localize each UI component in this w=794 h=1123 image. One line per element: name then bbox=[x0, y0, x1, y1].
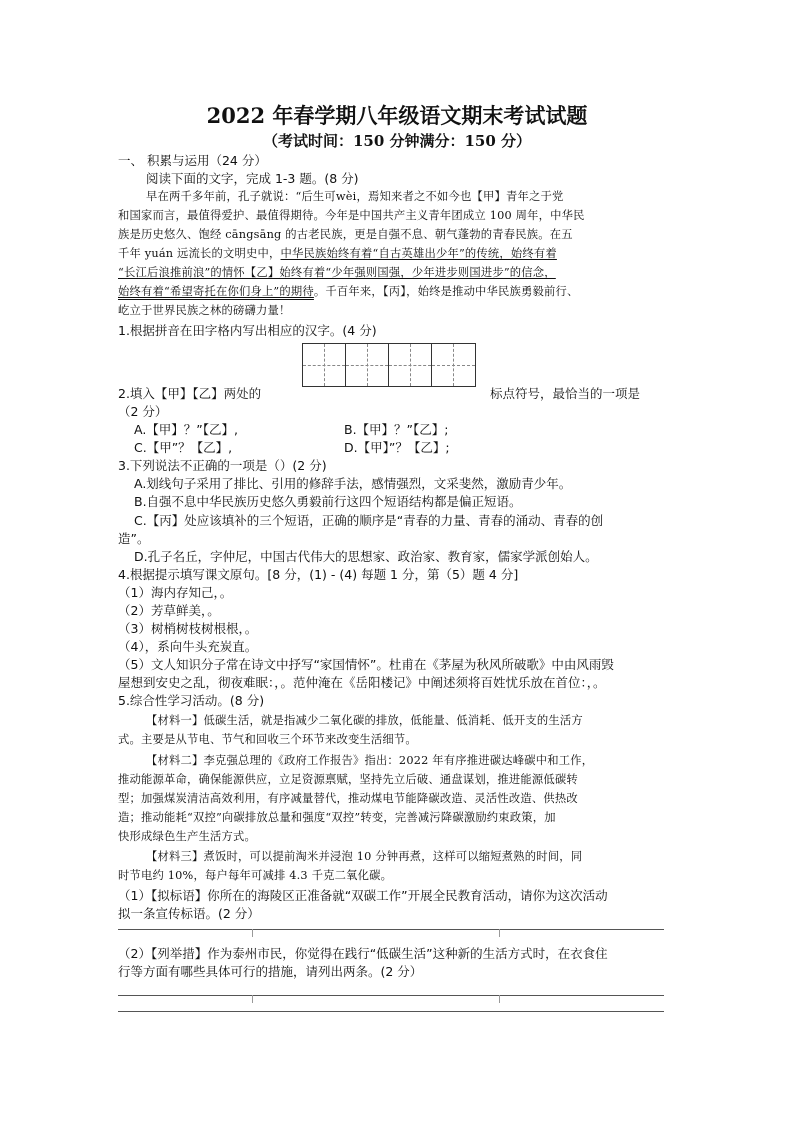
fill-item: （5）文人知识分子常在诗文中抒写“家国情怀”。杜甫在《茅屋为秋风所破歌》中由风雨毁 bbox=[118, 657, 614, 672]
material-line: 式。主要是从节电、节气和回收三个环节来改变生活细节。 bbox=[118, 733, 417, 746]
material-line: 推动能源革命，确保能源供应，立足资源禀赋，坚持先立后破、通盘谋划，推进能源低碳转 bbox=[118, 773, 578, 786]
passage-line: 早在两千多年前，孔子就说：“后生可wèi，焉知来者之不如今也【甲】青年之于党 bbox=[146, 190, 564, 203]
material-line: 【材料一】低碳生活，就是指减少二氧化碳的排放，低能量、低消耗、低开支的生活方 bbox=[146, 714, 583, 727]
fill-item: （4），系向牛头充炭直。 bbox=[118, 639, 258, 654]
passage-line: “长江后浪推前浪”的情怀【乙】始终有着“少年强则国强，少年进步则国进步”的信念， bbox=[118, 266, 556, 279]
exam-subtitle: （考试时间：150 分钟满分：150 分） bbox=[262, 132, 532, 150]
answer-line-divider bbox=[499, 929, 500, 937]
passage-line: 始终有着“希望寄托在你们身上”的期待。千百年来，【丙】，始终是推动中华民族勇毅前行、 bbox=[118, 285, 579, 298]
option-c: C.【甲”？【乙】, bbox=[134, 440, 233, 455]
fill-item-cont: 屋想到安史之乱，彻夜难眠：，。范仲淹在《岳阳楼记》中阐述须将百姓忧乐放在首位：，。 bbox=[118, 675, 606, 690]
question-2-score: （2 分） bbox=[118, 404, 168, 419]
sub-question-1: （1）【拟标语】你所在的海陵区正准备就“双碳工作”开展全民教育活动，请你为这次活动 bbox=[118, 888, 608, 903]
passage-line: 屹立于世界民族之林的磅礴力量！ bbox=[118, 304, 291, 317]
tianzige-cell[interactable] bbox=[346, 344, 389, 386]
option-d: D.孔子名丘，字仲尼，中国古代伟大的思想家、政治家、教育家，儒家学派创始人。 bbox=[134, 549, 598, 564]
option-d: D.【甲】”？【乙】; bbox=[344, 440, 450, 455]
material-line: 时节电约 10%，每户每年可减排 4.3 千克二氧化碳。 bbox=[118, 869, 393, 882]
exam-title: 2022 年春学期八年级语文期末考试试题 bbox=[206, 103, 588, 128]
sub-question-1-cont: 拟一条宣传标语。(2 分） bbox=[118, 906, 260, 921]
material-line: 型；加强煤炭清洁高效利用，有序减量替代，推动煤电节能降碳改造、灵活性改造、供热改 bbox=[118, 792, 578, 805]
material-line: 快形成绿色生产生活方式。 bbox=[118, 830, 256, 843]
tianzige-grid[interactable] bbox=[302, 343, 476, 387]
answer-line-divider bbox=[252, 929, 253, 937]
question-1: 1.根据拼音在田字格内写出相应的汉字。(4 分) bbox=[118, 323, 377, 338]
answer-line-divider bbox=[252, 995, 253, 1003]
tianzige-cell[interactable] bbox=[432, 344, 475, 386]
passage-line: 族是历史悠久、饱经 cāngsāng 的古老民族，更是自强不息、朝气蓬勃的青春民族。在五 bbox=[118, 228, 573, 241]
tianzige-cell[interactable] bbox=[303, 344, 346, 386]
option-a: A.划线句子采用了排比、引用的修辞手法，感情强烈，文采斐然，激励青少年。 bbox=[134, 476, 572, 491]
material-line: 【材料二】李克强总理的《政府工作报告》指出：2022 年有序推进碳达峰碳中和工作， bbox=[146, 754, 594, 767]
question-2-stem: 2.填入【甲】【乙】两处的 bbox=[118, 386, 262, 401]
fill-item: （2）芳草鲜美，。 bbox=[118, 603, 220, 618]
sub-question-2-cont: 行等方面有哪些具体可行的措施，请列出两条。(2 分） bbox=[118, 964, 423, 979]
fill-item: （3）树梢树枝树根根，。 bbox=[118, 621, 258, 636]
fill-item: （1）海内存知己，。 bbox=[118, 585, 233, 600]
question-2-stem-end: 标点符号，最恰当的一项是 bbox=[490, 386, 641, 401]
passage-line: 和国家而言，最值得爱护、最值得期待。今年是中国共产主义青年团成立 100 周年，中华民 bbox=[118, 209, 585, 222]
section-intro: 阅读下面的文字，完成 1-3 题。(8 分) bbox=[146, 171, 359, 186]
answer-line-divider bbox=[499, 995, 500, 1003]
answer-line[interactable] bbox=[118, 1011, 664, 1012]
option-b: B.【甲】？”【乙】; bbox=[344, 422, 449, 437]
option-a: A.【甲】？”【乙】, bbox=[134, 422, 239, 437]
passage-line: 千年 yuán 远流长的文明史中，中华民族始终有着“自古英雄出少年”的传统，始终有着 bbox=[118, 247, 557, 260]
question-5: 5.综合性学习活动。(8 分) bbox=[118, 693, 265, 708]
sub-question-2: （2）【列举措】作为泰州市民，你觉得在践行“低碳生活”这种新的生活方式时，在衣食住 bbox=[118, 946, 608, 961]
option-c-cont: 造”。 bbox=[118, 531, 150, 546]
tianzige-cell[interactable] bbox=[389, 344, 432, 386]
answer-line[interactable] bbox=[118, 995, 664, 996]
material-line: 【材料三】煮饭时，可以提前淘米并浸泡 10 分钟再煮，这样可以缩短煮熟的时间，同 bbox=[146, 850, 583, 863]
material-line: 造；推动能耗“双控”向碳排放总量和强度“双控”转变，完善减污降碳激励约束政策，加 bbox=[118, 811, 556, 824]
question-4: 4.根据提示填写课文原句。[8 分，(1) - (4) 每题 1 分，第（5）题 4 分] bbox=[118, 567, 519, 582]
question-3: 3.下列说法不正确的一项是（）(2 分) bbox=[118, 458, 327, 473]
option-b: B.自强不息中华民族历史悠久勇毅前行这四个短语结构都是偏正短语。 bbox=[134, 494, 522, 509]
option-c: C.【丙】处应该填补的三个短语，正确的顺序是“青春的力量、青春的涌动、青春的创 bbox=[134, 513, 604, 528]
answer-line[interactable] bbox=[118, 929, 664, 930]
section-heading: 一、 积累与运用（24 分） bbox=[118, 153, 267, 168]
